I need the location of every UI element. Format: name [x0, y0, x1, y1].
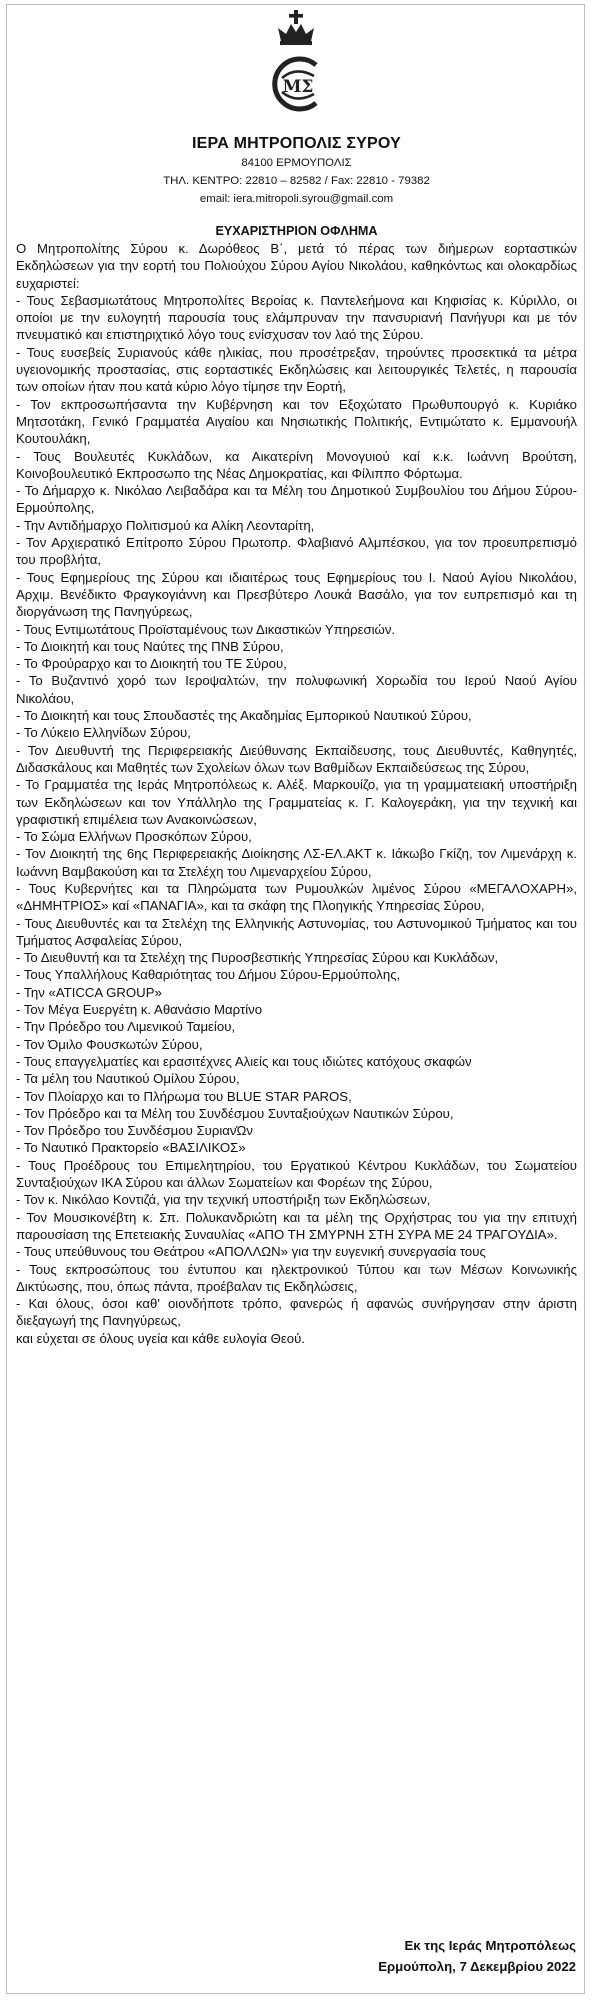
- paragraph-item: - Την Αντιδήμαρχο Πολιτισμού κα Αλίκη Λεονταρίτη,: [16, 517, 315, 533]
- paragraph-closing: και εύχεται σε όλους υγεία και κάθε ευλογία Θεού.: [16, 1330, 305, 1346]
- paragraph-item: - Το Σώμα Ελλήνων Προσκόπων Σύρου,: [16, 829, 252, 845]
- paragraph-item: - Το Λύκειο Ελληνίδων Σύρου,: [16, 725, 191, 741]
- paragraph-item: - Το Ναυτικό Πρακτορείο «ΒΑΣΙΛΙΚΟΣ»: [16, 1140, 246, 1156]
- notice-title: ΕΥΧΑΡΙΣΤΗΡΙΟΝ ΟΦΛΗΜΑ: [215, 224, 378, 238]
- metropolis-logo: [264, 10, 328, 118]
- paragraph-item: - Και όλους, όσοι καθ' οιονδήποτε τρόπο, φανερώς ή αφανώς συνήργησαν στην άριστη διεξαγωγή της Πανηγύρεως,: [16, 1296, 577, 1329]
- header-email: email: iera.mitropoli.syrou@gmail.com: [199, 193, 394, 205]
- paragraph-item: - Την Πρόεδρο του Λιμενικού Ταμείου,: [16, 1019, 236, 1035]
- paragraph-item: - Τους Εντιμωτάτους Προϊσταμένους των Δικαστικών Υπηρεσιών.: [16, 621, 396, 637]
- paragraph-item: - Τους Σεβασμιωτάτους Μητροπολίτες Βεροίας κ. Παντελεήμονα και Κηφισίας κ. Κύριλλο, οι οποίοι με την ευλογητή παρουσία τους ελάμπρυναν την πανσυριανή Πανήγυρι και με τόν πνευματικό και επιστηριχτικό λόγο τους ενίσχυσαν τον λαό της Σύρου.: [16, 292, 577, 343]
- signature-line-1: Εκ της Ιεράς Μητροπόλεως: [404, 1938, 576, 1953]
- paragraph-item: - Τον Μουσικονέβτη κ. Σπ. Πολυκανδριώτη και τα μέλη της Ορχήστρας του για την επιτυχή παρουσίαση της Επετειακής Συναυλίας «ΑΠΟ ΤΗ ΣΜΥΡΝΗ ΣΤΗ ΣΥΡΑ ΜΕ 24 ΤΡΑΓΟΥΔΙΑ».: [16, 1209, 577, 1242]
- paragraph-item: - Το Διοικητή και τους Σπουδαστές της Ακαδημίας Εμπορικού Ναυτικού Σύρου,: [16, 708, 472, 724]
- paragraph-item: - Τους επαγγελματίες και ερασιτέχνες Αλιείς και τους ιδιώτες κατόχους σκαφών: [16, 1053, 472, 1069]
- paragraph-item: - Τον Αρχιερατικό Επίτροπο Σύρου Πρωτοπρ. Φλαβιανό Αλμπέσκου, για τον προευπρεπισμό του προβλήτα,: [16, 535, 577, 568]
- paragraph-item: - Τον Διευθυντή της Περιφερειακής Διεύθυνσης Εκπαίδευσης, τους Διευθυντές, Καθηγητές, Διδασκάλους και Μαθητές των Σχολείων όλων των Βαθμίδων Εκπαιδεύσεως της Σύρου,: [16, 742, 577, 775]
- paragraph-item: - Τους Κυβερνήτες και τα Πληρώματα των Ρυμουλκών λιμένος Σύρου «ΜΕΓΑΛΟΧΑΡΗ», «ΔΗΜΗΤΡΙΟΣ» καί «ΠΑΝΑΓΙΑ», και τα σκάφη της Πλοηγικής Υπηρεσίας Σύρου,: [16, 880, 577, 914]
- paragraph-item: - Το Δήμαρχο κ. Νικόλαο Λειβαδάρα και τα Μέλη του Δημοτικού Συμβουλίου του Δήμου Σύρου-Ερμούπολης,: [16, 483, 577, 516]
- paragraph-item: - Τον Πρόεδρο και τα Μέλη του Συνδέσμου Συνταξιούχων Ναυτικών Σύρου,: [16, 1105, 454, 1121]
- paragraph-item: - Τον κ. Νικόλαο Κοντιζά, για την τεχνική υποστήριξη των Εκδηλώσεων,: [16, 1192, 431, 1208]
- paragraph-item: - Το Διευθυντή και τα Στελέχη της Πυροσβεστικής Υπηρεσίας Σύρου και Κυκλάδων,: [16, 950, 499, 966]
- paragraph-item: - Τους Υπαλλήλους Καθαριότητας του Δήμου Σύρου-Ερμούπολης,: [16, 967, 401, 983]
- paragraph-item: - Το Φρούραρχο και το Διοικητή του ΤΕ Σύρου,: [16, 656, 287, 672]
- paragraph-intro: Ο Μητροπολίτης Σύρου κ. Δωρόθεος Β΄, μετά τό πέρας των διήμερων εορταστικών Εκδηλώσεων για την εορτή του Πολιούχου Σύρου Αγίου Νικολάου, καθηκόντως και ολοκαρδίως ευχαριστεί:: [16, 241, 577, 291]
- paragraph-item: - Τους Διευθυντές και τα Στελέχη της Ελληνικής Αστυνομίας, του Αστυνομικού Τμήματος και του Τμήματος Ασφαλείας Σύρου,: [16, 915, 577, 948]
- paragraph-item: - Τους Προέδρους του Επιμελητηρίου, του Εργατικού Κέντρου Κυκλάδων, του Σωματείου Συνταξιούχων ΙΚΑ Σύρου και άλλων Σωματείων και Φορέων της Σύρου,: [16, 1157, 577, 1191]
- paragraph-item: - Τον Πλοίαρχο και το Πλήρωμα του BLUE STAR PAROS,: [16, 1088, 352, 1104]
- paragraph-item: - Τους εκπροσώπους του έντυπου και ηλεκτρονικού Τύπου και των Μέσων Κοινωνικής Δικτύωσης, που, όπως πάντα, προέβαλαν τις Εκδηλώσεις,: [16, 1261, 577, 1294]
- paragraph-item: - Το Διοικητή και τους Ναύτες της ΠΝΒ Σύρου,: [16, 638, 284, 654]
- paragraph-item: - Τον εκπροσωπήσαντα την Κυβέρνηση και τον Εξοχώτατο Πρωθυπουργό κ. Κυριάκο Μητσοτάκη, Γενικό Γραμματέα Αιγαίου και Νησιωτικής Πολιτικής, Εντιμώτατο κ. Εμμανουήλ Κουτουλάκη,: [16, 396, 577, 447]
- paragraph-item: - Το Γραμματέα της Ιεράς Μητροπόλεως κ. Αλέξ. Μαρκουίζο, για τη γραμματειακή υποστήριξη των Εκδηλώσεων και τον Υπάλληλο της Γραμματείας κ. Γ. Καλογεράκη, για την τεχνική και γραφιστική επιμέλεια των Ανακοινώσεων,: [16, 777, 577, 827]
- paragraph-item: - Την «ATICCA GROUP»: [16, 984, 162, 1000]
- header-address: 84100 ΕΡΜΟΥΠΟΛΙΣ: [241, 157, 352, 169]
- signature-line-2: Ερμούπολη, 7 Δεκεμβρίου 2022: [378, 1959, 576, 1974]
- paragraph-item: - Τον Όμιλο Φουσκωτών Σύρου,: [16, 1036, 203, 1052]
- header-title: ΙΕΡΑ ΜΗΤΡΟΠΟΛΙΣ ΣΥΡΟΥ: [192, 135, 401, 152]
- paragraph-item: - Τους ευσεβείς Συριανούς κάθε ηλικίας, που προσέτρεξαν, τηρούντες προσεκτικά τα μέτρα υγειονομικής προστασίας, στις εορταστικές Εκδηλώσεις και λειτουργικές Τελετές, η παρουσία των οποίων ήταν που κατά κύριο λόγο τίμησε την Εορτή,: [16, 344, 577, 395]
- paragraph-item: - Τους Βουλευτές Κυκλάδων, κα Αικατερίνη Μονογυιού καί κ.κ. Ιωάννη Βρούτση, Κοινοβουλευτικό Εκπροσωπο της Νέας Δημοκρατίας, και Φίλιππο Φόρτωμα.: [16, 448, 577, 481]
- paragraph-item: - Τους Εφημερίους της Σύρου και ιδιαιτέρως τους Εφημερίους του Ι. Ναού Αγίου Νικολάου, Αρχιμ. Βενέδικτο Φραγκογιάννη και Πρεσβύτερο Λουκά Βασάλο, για τον ευπρεπισμό και τη διοργάνωση της Πανηγύρεως,: [16, 569, 577, 620]
- paragraph-item: - Το Βυζαντινό χορό των Ιεροψαλτών, την πολυφωνική Χορωδία του Ιερού Ναού Αγίου Νικολάου,: [16, 673, 577, 706]
- paragraph-item: - Τα μέλη του Ναυτικού Ομίλου Σύρου,: [16, 1071, 240, 1087]
- paragraph-item: - Τον Μέγα Ευεργέτη κ. Αθανάσιο Μαρτίνο: [16, 1002, 263, 1018]
- header-phones: ΤΗΛ. ΚΕΝΤΡΟ: 22810 – 82582 / Fax: 22810 - 79382: [163, 175, 430, 187]
- paragraph-item: - Τον Πρόεδρο του Συνδέσμου ΣυριανΏν: [16, 1123, 253, 1139]
- paragraph-item: - Τον Διοικητή της 6ης Περιφερειακής Διοίκησης ΛΣ-ΕΛ.ΑΚΤ κ. Ιάκωβο Γκίζη, τον Λιμενάρχη κ. Ιωάννη Βαμβακούση και τα Στελέχη του Λιμεναρχείου Σύρου,: [16, 846, 577, 879]
- notice-body: [16, 240, 577, 1347]
- logo-monogram: ΜΣ: [282, 77, 314, 97]
- paragraph-item: - Τους υπεύθυνους του Θεάτρου «ΑΠΟΛΛΩΝ» για την ευγενική συνεργασία τους: [16, 1244, 486, 1260]
